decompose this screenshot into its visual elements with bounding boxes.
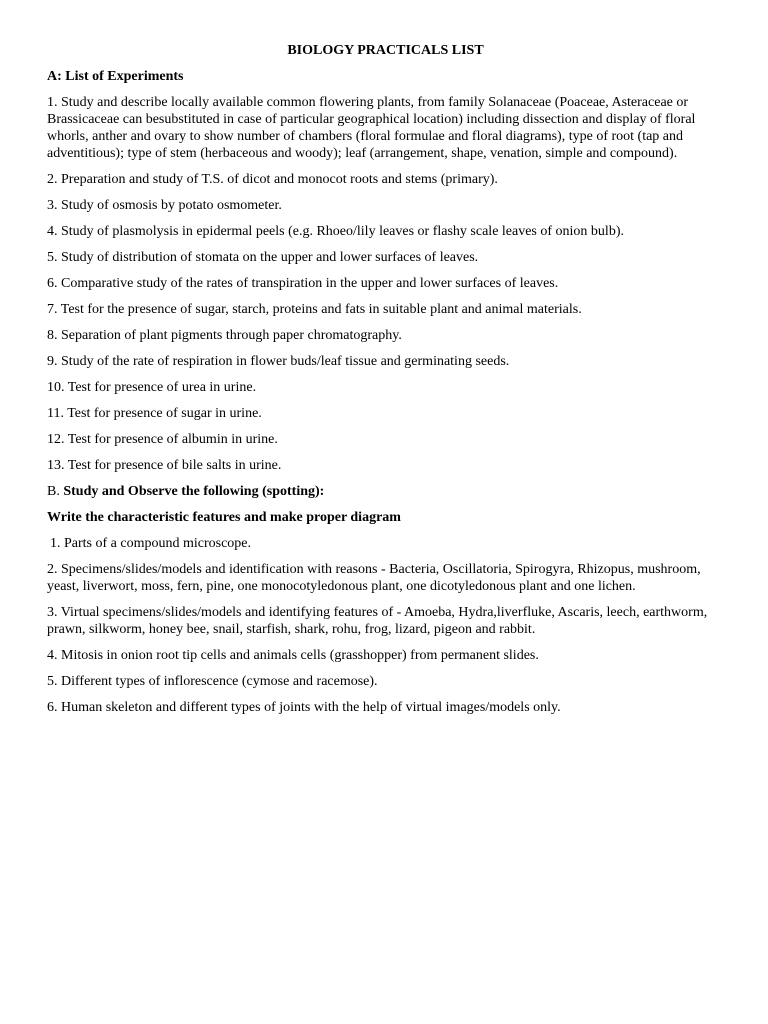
spotting-item-4: 4. Mitosis in onion root tip cells and animals cells (grasshopper) from permanent slides. [47,648,539,663]
experiment-item-6: 6. Comparative study of the rates of transpiration in the upper and lower surfaces of leaves. [47,276,559,291]
experiment-item-1: 1. Study and describe locally available common flowering plants, from family Solanaceae (Poaceae, Asteraceae or Brassicaceae can besubstituted in case of particular geographical location) including dissection and display of floral whorls, anther and ovary to show number of chambers (floral formulae and floral diagrams), type of root (tap and adventitious); type of stem (herbaceous and woody); leaf (arrangement, shape, venation, simple and compound). [47,95,696,161]
experiment-item-10: 10. Test for presence of urea in urine. [47,380,257,395]
spotting-item-2: 2. Specimens/slides/models and identification with reasons - Bacteria, Oscillatoria, Spirogyra, Rhizopus, mushroom, yeast, liverwort, moss, fern, pine, one monocotyledonous plant, one dicotyledonous plant and one lichen. [47,562,701,594]
section-a-list [47,94,722,474]
section-b-prefix: B. [47,484,64,499]
experiment-item-11: 11. Test for presence of sugar in urine. [47,406,262,421]
spotting-item-6: 6. Human skeleton and different types of joints with the help of virtual images/models only. [47,700,561,715]
experiment-item-2: 2. Preparation and study of T.S. of dicot and monocot roots and stems (primary). [47,172,498,187]
section-b-heading [47,483,722,501]
experiment-item-8: 8. Separation of plant pigments through paper chromatography. [47,328,402,343]
experiment-item-4: 4. Study of plasmolysis in epidermal peels (e.g. Rhoeo/lily leaves or flashy scale leaves of onion bulb). [47,224,624,239]
section-a-heading: A: List of Experiments [47,69,184,84]
document-title: BIOLOGY PRACTICALS LIST [287,43,484,58]
experiment-item-5: 5. Study of distribution of stomata on the upper and lower surfaces of leaves. [47,250,479,265]
experiment-item-3: 3. Study of osmosis by potato osmometer. [47,198,282,213]
experiment-item-12: 12. Test for presence of albumin in urine. [47,432,278,447]
spotting-item-1: 1. Parts of a compound microscope. [50,536,252,551]
spotting-item-5: 5. Different types of inflorescence (cymose and racemose). [47,674,378,689]
experiment-item-9: 9. Study of the rate of respiration in flower buds/leaf tissue and germinating seeds. [47,354,510,369]
section-b-subheading: Write the characteristic features and make proper diagram [47,510,401,525]
spotting-item-3: 3. Virtual specimens/slides/models and identifying features of - Amoeba, Hydra,liverfluke, Ascaris, leech, earthworm, prawn, silkworm, honey bee, snail, starfish, shark, rohu, frog, lizard, pigeon and rabbit. [47,605,708,637]
section-b-list [47,535,722,716]
experiment-item-7: 7. Test for the presence of sugar, starch, proteins and fats in suitable plant and animal materials. [47,302,582,317]
section-b-title: Study and Observe the following (spotting): [63,484,325,499]
experiment-item-13: 13. Test for presence of bile salts in urine. [47,458,282,473]
